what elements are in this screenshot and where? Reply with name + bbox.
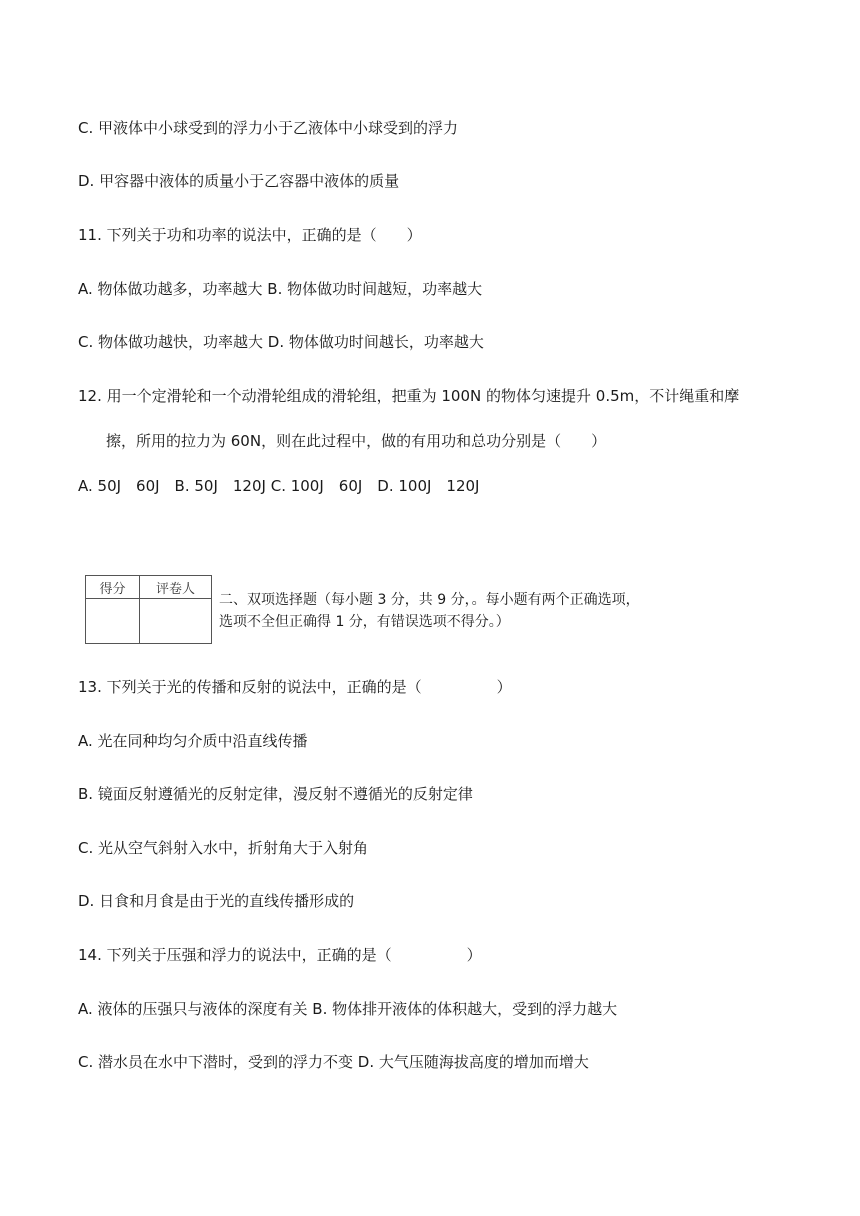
q13-option-a: A. 光在同种均匀介质中沿直线传播 [78, 732, 308, 750]
q14-options-cd: C. 潜水员在水中下潜时，受到的浮力不变 D. 大气压随海拔高度的增加而增大 [78, 1053, 589, 1071]
q12-stem-line2: 擦，所用的拉力为 60N，则在此过程中，做的有用功和总功分别是（ ） [106, 432, 607, 450]
q12-stem-line1: 12. 用一个定滑轮和一个动滑轮组成的滑轮组，把重为 100N 的物体匀速提升 0.5m，不计绳重和摩 [78, 387, 740, 405]
score-box [85, 575, 212, 644]
q10-option-d: D. 甲容器中液体的质量小于乙容器中液体的质量 [78, 172, 400, 190]
q11-options-ab: A. 物体做功越多，功率越大 B. 物体做功时间越短，功率越大 [78, 280, 483, 298]
grader-cell [140, 599, 212, 644]
q12-options: A. 50J 60J B. 50J 120J C. 100J 60J D. 100J 120J [78, 477, 480, 495]
q13-stem: 13. 下列关于光的传播和反射的说法中，正确的是（ ） [78, 678, 512, 696]
q14-options-ab: A. 液体的压强只与液体的深度有关 B. 物体排开液体的体积越大，受到的浮力越大 [78, 1000, 618, 1018]
q13-option-b: B. 镜面反射遵循光的反射定律，漫反射不遵循光的反射定律 [78, 785, 473, 803]
q10-option-c: C. 甲液体中小球受到的浮力小于乙液体中小球受到的浮力 [78, 119, 459, 137]
q14-stem: 14. 下列关于压强和浮力的说法中，正确的是（ ） [78, 946, 482, 964]
q11-options-cd: C. 物体做功越快，功率越大 D. 物体做功时间越长，功率越大 [78, 333, 484, 351]
section-heading-line1: 二、双项选择题（每小题 3 分，共 9 分，。每小题有两个正确选项， [219, 592, 640, 608]
q13-option-d: D. 日食和月食是由于光的直线传播形成的 [78, 892, 355, 910]
q13-option-c: C. 光从空气斜射入水中，折射角大于入射角 [78, 839, 369, 857]
score-header: 得分 [86, 576, 140, 599]
q11-stem: 11. 下列关于功和功率的说法中，正确的是（ ） [78, 226, 422, 244]
section-heading-line2: 选项不全但正确得 1 分，有错误选项不得分。） [219, 614, 510, 630]
score-cell [86, 599, 140, 644]
grader-header: 评卷人 [140, 576, 212, 599]
